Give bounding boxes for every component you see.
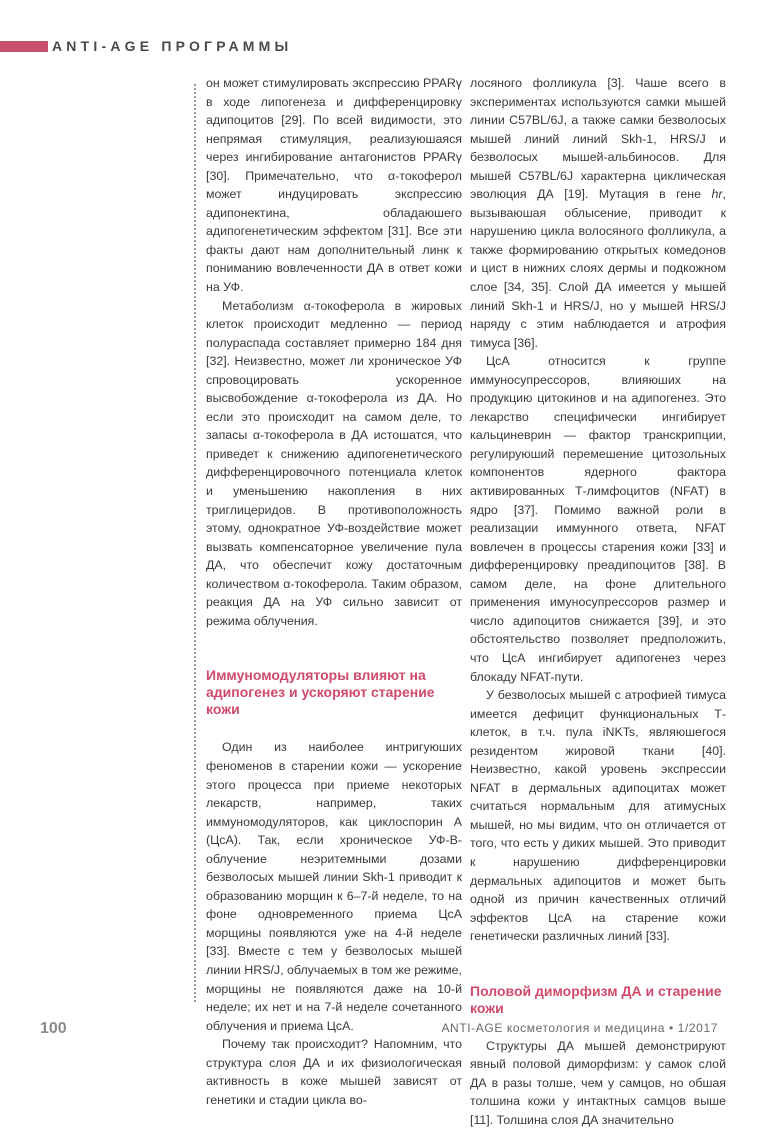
section-accent-bar — [0, 41, 48, 52]
section-title: ANTI-AGE ПРОГРАММЫ — [52, 38, 293, 54]
paragraph — [470, 74, 726, 352]
right-column — [470, 74, 726, 1129]
paragraph: Почему так происходит? Напомним, что структура слоя ДА и их физиологическая активность в коже мышей зависят от генетики и стадии цикла во- — [206, 1037, 462, 1107]
journal-footer: ANTI-AGE косметология и медицина • 1/2017 — [441, 1021, 718, 1035]
paragraph: ЦсА относится к группе иммуносупрессоров, влияюших на продукцию цитокинов и на адипогенез. Это лекарство специфически ингибирует кальциневрин — фактор транскрипции, регулируюший перемешение цитозольных компонентов ядерного фактора активированных Т-лимфоцитов (NFAT) в ядро [37]. Помимо важной роли в реализации иммунного ответа, NFAT вовлечен в процессы старения кожи [33] и дифференцировку преадипоцитов [38]. В самом деле, на фоне длительного применения имуносупрессоров размер и число адипоцитов снижается [39], и это обстоятельство позволяет предположить, что ЦсА ингибирует адипогенез через блокаду NFAT-пути. — [470, 354, 726, 684]
paragraph: У безволосых мышей с атрофией тимуса имеется дефицит функциональных Т-клеток, в т.ч. пула iNKTs, являюшегося резидентом жировой ткани [40]. Неизвестно, какой уровень экспрессии NFAT в дермальных адипоцитах может считаться нормальным для атимусных мышей, но мы видим, что он отличается от того, что есть у диких мышей. Это приводит к нарушению дифференцировки дермальных адипоцитов и может быть одной из причин качественных отличий эффектов ЦсА на старение кожи генетически различных линий [33]. — [470, 688, 726, 944]
gene-name: hr — [711, 187, 723, 202]
subheading-sexual-dimorphism: Половой диморфизм ДА и старение кожи — [470, 982, 722, 1016]
paragraph-text: , вызываюшая облысение, приводит к нарушению цикла волосяного фолликула, а также формированию открытых комедонов и цист в нижних слоях дермы и подкожном слое [34, 35]. Слой ДА имеется у мышей линий Skh-1 и HRS/J, но у мышей HRS/J наряду с этим наблюдается и атрофия тимуса [36]. — [470, 187, 726, 350]
paragraph-text: лосяного фолликула [3]. Чаше всего в экспериментах используются самки мышей линии C57BL/6J, а также самки безволосых мышей линий линий Skh-1, HRS/J и безволосых мышей-альбиносов. Для мышей C57BL/6J характерна циклическая эволюция ДА [19]. Мутация в гене — [470, 76, 726, 202]
paragraph: Структуры ДА мышей демонстрируют явный половой диморфизм: у самок слой ДА в разы толше, чем у самцов, но обшая толшина кожи у интактных самцов выше [11]. Толшина слоя ДА значительно — [470, 1038, 726, 1127]
paragraph: Метаболизм α-токоферола в жировых клеток происходит медленно — период полураспада составляет примерно 184 дня [32]. Неизвестно, может ли хроническое УФ спровоцировать ускоренное высвобождение α-токоферола из ДА. Но если это происходит на самом деле, то запасы α-токоферола в ДА истошатся, что приведет к снижению адипогенетического дифференцировочного потенциала клеток и уменьшению накопления в них триглицеридов. В противоположность этому, однократное УФ-воздействие может вызвать компенсаторное увеличение пула ДА, что обеспечит кожу достаточным количеством α-токоферола. Таким образом, реакция ДА на УФ сильно зависит от режима облучения. — [206, 298, 462, 628]
page-number: 100 — [40, 1020, 67, 1037]
paragraph: Один из наиболее интригуюших феноменов в старении кожи — ускорение этого процесса при приеме некоторых лекарств, например, таких иммуномодуляторов, как циклоспорин А (ЦсА). Так, если хроническое УФ-В-облучение неэритемными дозами безволосых мышей линии Skh-1 приводит к образованию морщин к 6–7-й неделе, то на фоне одновременного приема ЦсА морщины появляются уже на 4-й неделе [33]. Вместе с тем у безволосых мышей линии HRS/J, облучаемых в том же режиме, морщины не появляются даже на 10-й неделе; их нет и на 7-й неделе сочетанного облучения и приема ЦсА. — [206, 740, 462, 1033]
paragraph: он может стимулировать экспрессию PPARγ в ходе липогенеза и дифференцировку адипоцитов [29]. По всей видимости, это непрямая стимуляция, реализуюшаяся через ингибирование антагонистов PPARγ [30]. Примечательно, что α-токоферол может индуцировать экспрессию адипонектина, обладаюшего адипогенетическим эффектом [31]. Все эти факты дают нам дополнительный линк к пониманию вовлеченности ДА в ответ кожи на УФ. — [206, 76, 462, 295]
left-column — [206, 74, 462, 1109]
subheading-immunomodulators: Иммуномодуляторы влияют на адипогенез и ускоряют старение кожи — [206, 667, 435, 718]
dotted-column-rule — [194, 84, 196, 1002]
